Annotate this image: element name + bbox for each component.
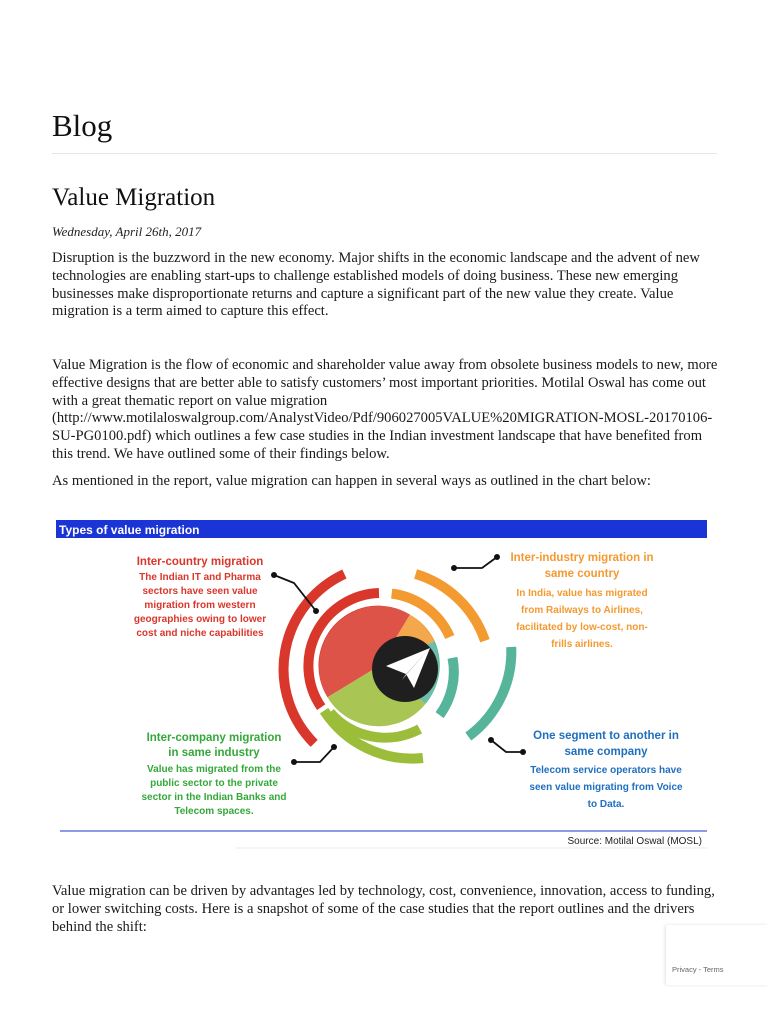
connector-inter-company: [294, 747, 334, 762]
post-paragraph-2: Value Migration is the flow of economic and shareholder value away from obsolete business models to new, more effective designs that are better able to satisfy customers’ most important priorities. Motilal Oswal has come out with a great thematic report on value migration (http://www.motilaloswalgroup.com/AnalystVideo/Pdf/906027005VALUE%20MIGRATION-MOSL-20170106-SU-PG0100.pdf) which outlines a few case studies in the Indian investment landscape that have benefited from this trend. We have outlined some of their findings below.: [52, 357, 718, 462]
segment-body-inter-country-4: geographies owing to lower: [133, 614, 267, 625]
figure-header-text: Types of value migration: [59, 523, 200, 537]
value-migration-figure: [56, 520, 708, 850]
segment-body-inter-industry-3: facilitated by low-cost, non-: [516, 622, 648, 633]
segment-title-inter-industry-2: same country: [544, 568, 620, 580]
segment-title-segment-1: One segment to another in: [533, 730, 679, 742]
middle-arc-teal: [440, 658, 454, 715]
segment-body-segment-1: Telecom service operators have: [530, 765, 682, 776]
segment-title-inter-company-2: in same industry: [168, 747, 260, 759]
segment-body-segment-2: seen value migrating from Voice: [529, 782, 683, 793]
segment-body-inter-country-3: migration from western: [144, 600, 256, 611]
title-divider: [52, 153, 717, 154]
segment-body-inter-company-4: Telecom spaces.: [174, 806, 254, 817]
recaptcha-badge[interactable]: [666, 925, 768, 985]
segment-body-inter-country-2: sectors have seen value: [142, 586, 258, 597]
post-paragraph-1: Disruption is the buzzword in the new economy. Major shifts in the economic landscape and the advent of new technologies are enabling start-ups to challenge established models of doing business. These new emerging businesses make disproportionate returns and capture a significant part of the new value they create. Value migration is a term aimed to capture this effect.: [52, 250, 700, 320]
connector-segment: [491, 740, 523, 752]
segment-title-inter-country: Inter-country migration: [136, 556, 264, 568]
outer-arc-segment: [468, 647, 511, 737]
segment-body-inter-company-3: sector in the Indian Banks and: [141, 792, 287, 803]
value-migration-diagram: [56, 520, 708, 850]
segment-body-inter-country-1: The Indian IT and Pharma: [139, 572, 261, 583]
segment-body-segment-3: to Data.: [587, 799, 625, 810]
post-title[interactable]: Value Migration: [52, 184, 216, 211]
segment-body-inter-industry-4: frills airlines.: [551, 639, 613, 650]
segment-body-inter-industry-2: from Railways to Airlines,: [521, 605, 643, 616]
segment-body-inter-industry-1: In India, value has migrated: [516, 588, 648, 599]
segment-title-segment-2: same company: [564, 746, 648, 758]
figure-source: Source: Motilal Oswal (MOSL): [567, 836, 702, 847]
segment-body-inter-company-2: public sector to the private: [150, 778, 278, 789]
segment-title-inter-company-1: Inter-company migration: [146, 732, 282, 744]
post-paragraph-3: As mentioned in the report, value migration can happen in several ways as outlined in the chart below:: [52, 473, 651, 489]
segment-body-inter-country-5: cost and niche capabilities: [136, 628, 264, 639]
post-date: Wednesday, April 26th, 2017: [52, 224, 202, 239]
post-paragraph-4: Value migration can be driven by advantages led by technology, cost, convenience, innovation, access to funding, or lower switching costs. Here is a snapshot of some of the case studies that the report outlines and the drivers behind the shift:: [52, 883, 715, 935]
recaptcha-privacy-terms-link[interactable]: Privacy - Terms: [672, 965, 724, 974]
segment-body-inter-company-1: Value has migrated from the: [147, 764, 281, 775]
connector-inter-industry: [454, 557, 497, 568]
segment-title-inter-industry-1: Inter-industry migration in: [510, 552, 654, 564]
blog-title: Blog: [52, 108, 113, 143]
